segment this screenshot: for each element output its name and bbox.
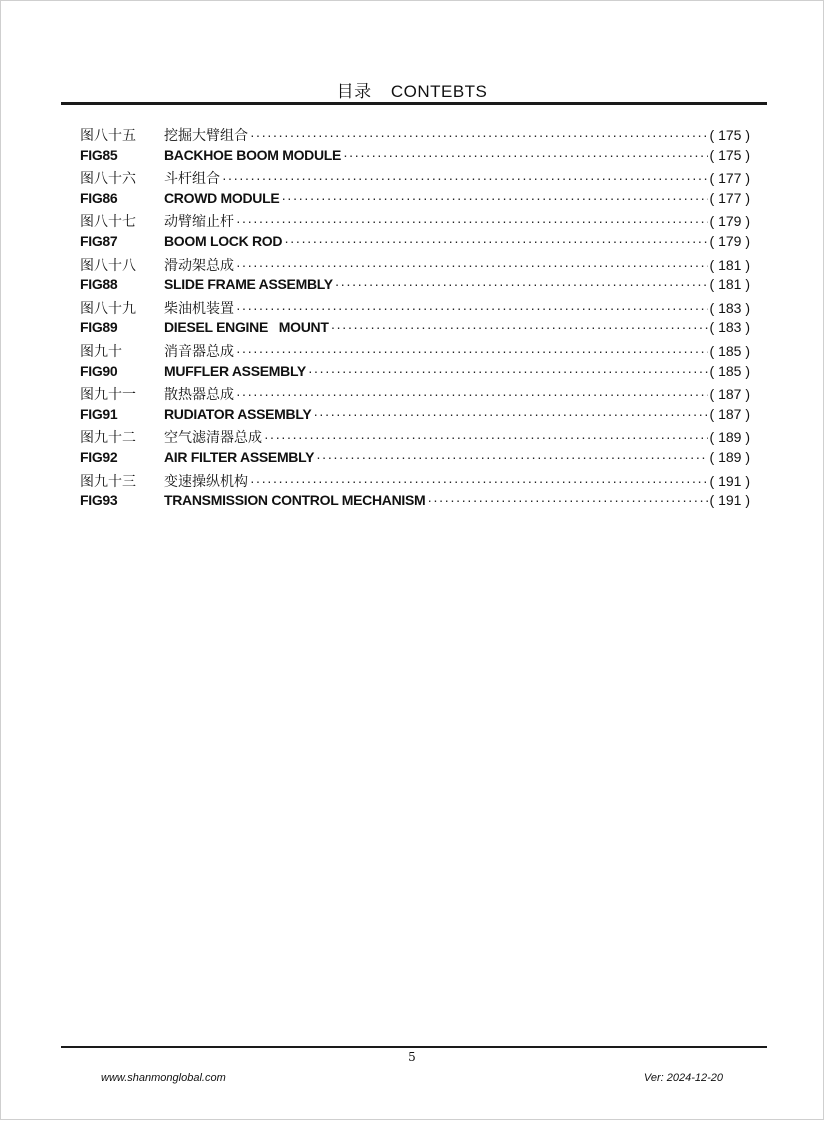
toc-figure-number: 图八十七 — [80, 213, 136, 230]
toc-row — [80, 319, 750, 341]
toc-dot-leader — [335, 276, 708, 292]
toc-dot-leader — [250, 473, 708, 489]
toc-row — [80, 406, 750, 428]
toc-entry-title: SLIDE FRAME ASSEMBLY — [164, 276, 333, 293]
header-rule — [61, 102, 767, 105]
toc-page-number: ( 191 ) — [709, 492, 750, 509]
toc-entry-title: 散热器总成 — [164, 386, 234, 403]
toc-page-number: ( 177 ) — [709, 189, 750, 206]
table-of-contents — [80, 125, 750, 514]
toc-row — [80, 471, 750, 493]
toc-dot-leader — [236, 343, 708, 359]
toc-page-number: ( 175 ) — [709, 127, 750, 143]
toc-page-number: ( 185 ) — [709, 342, 750, 359]
toc-row — [80, 449, 750, 471]
toc-entry-title: AIR FILTER ASSEMBLY — [164, 448, 315, 465]
toc-row — [80, 363, 750, 385]
footer-website: www.shanmonglobal.com — [101, 1072, 226, 1084]
toc-page-number: ( 185 ) — [709, 362, 750, 379]
toc-dot-leader — [236, 213, 708, 229]
toc-figure-number: FIG86 — [80, 189, 118, 206]
page-title-cn: 目录 — [336, 82, 372, 101]
toc-figure-number: FIG88 — [80, 276, 118, 293]
toc-figure-number: FIG87 — [80, 232, 118, 249]
toc-page-number: ( 179 ) — [709, 232, 750, 249]
toc-entry-title: 挖掘大臂组合 — [164, 127, 248, 143]
toc-entry-title: DIESEL ENGINE MOUNT — [164, 319, 329, 336]
toc-figure-number: 图九十一 — [80, 386, 136, 403]
toc-row — [80, 168, 750, 190]
toc-page-number: ( 187 ) — [709, 386, 750, 403]
toc-row — [80, 211, 750, 233]
toc-row — [80, 384, 750, 406]
toc-dot-leader — [281, 190, 707, 206]
toc-page-number: ( 187 ) — [709, 405, 750, 422]
toc-row — [80, 276, 750, 298]
toc-page-number: ( 191 ) — [709, 472, 750, 489]
toc-dot-leader — [313, 406, 707, 422]
toc-dot-leader — [236, 257, 708, 273]
toc-entry-title: CROWD MODULE — [164, 189, 280, 206]
toc-dot-leader — [331, 319, 708, 335]
toc-page-number: ( 183 ) — [709, 299, 750, 316]
toc-entry-title: 柴油机装置 — [164, 299, 234, 316]
toc-row — [80, 255, 750, 277]
footer-rule — [61, 1046, 767, 1048]
toc-dot-leader — [343, 147, 707, 163]
toc-dot-leader — [222, 170, 708, 186]
toc-entry-title: 空气滤清器总成 — [164, 429, 262, 446]
toc-entry-title: 滑动架总成 — [164, 256, 234, 273]
toc-dot-leader — [316, 449, 707, 465]
toc-page-number: ( 177 ) — [709, 170, 750, 187]
toc-figure-number: 图九十三 — [80, 472, 136, 489]
toc-entry-title: TRANSMISSION CONTROL MECHANISM — [164, 492, 426, 509]
toc-row — [80, 492, 750, 514]
toc-figure-number: 图八十九 — [80, 299, 136, 316]
page-title — [1, 77, 823, 102]
toc-row — [80, 298, 750, 320]
toc-figure-number: 图九十二 — [80, 429, 136, 446]
toc-entry-title: 变速操纵机构 — [164, 472, 248, 489]
toc-entry-title: 斗杆组合 — [164, 170, 220, 187]
toc-figure-number: 图八十八 — [80, 256, 136, 273]
toc-entry-title: 消音器总成 — [164, 342, 234, 359]
toc-entry-title: MUFFLER ASSEMBLY — [164, 362, 306, 379]
page-number: 5 — [408, 1050, 416, 1064]
toc-row — [80, 125, 750, 147]
toc-figure-number: 图九十 — [80, 342, 122, 359]
toc-dot-leader — [284, 233, 707, 249]
toc-row — [80, 190, 750, 212]
toc-row — [80, 147, 750, 169]
toc-dot-leader — [236, 386, 708, 402]
toc-entry-title: BACKHOE BOOM MODULE — [164, 146, 342, 163]
toc-row — [80, 341, 750, 363]
toc-figure-number: FIG89 — [80, 319, 118, 336]
toc-page-number: ( 181 ) — [709, 276, 750, 293]
toc-figure-number: FIG91 — [80, 405, 118, 422]
toc-page-number: ( 183 ) — [709, 319, 750, 336]
toc-dot-leader — [308, 363, 708, 379]
toc-page-number: ( 179 ) — [709, 213, 750, 230]
toc-figure-number: FIG90 — [80, 362, 118, 379]
toc-dot-leader — [236, 300, 708, 316]
page-title-en: CONTEBTS — [390, 82, 488, 101]
toc-page-number: ( 189 ) — [709, 448, 750, 465]
toc-dot-leader — [264, 429, 708, 445]
toc-page-number: ( 189 ) — [709, 429, 750, 446]
toc-row — [80, 427, 750, 449]
toc-dot-leader — [427, 492, 707, 508]
toc-entry-title: RUDIATOR ASSEMBLY — [164, 405, 312, 422]
toc-row — [80, 233, 750, 255]
toc-page-number: ( 175 ) — [709, 146, 750, 163]
toc-entry-title: BOOM LOCK ROD — [164, 232, 283, 249]
toc-page-number: ( 181 ) — [709, 256, 750, 273]
toc-dot-leader — [250, 127, 708, 143]
toc-figure-number: FIG92 — [80, 448, 118, 465]
toc-figure-number: FIG93 — [80, 492, 118, 509]
toc-entry-title: 动臂缩止杆 — [164, 213, 234, 230]
toc-figure-number: FIG85 — [80, 146, 118, 163]
footer-version: Ver: 2024-12-20 — [643, 1072, 723, 1084]
toc-figure-number: 图八十六 — [80, 170, 136, 187]
toc-figure-number: 图八十五 — [80, 127, 136, 143]
